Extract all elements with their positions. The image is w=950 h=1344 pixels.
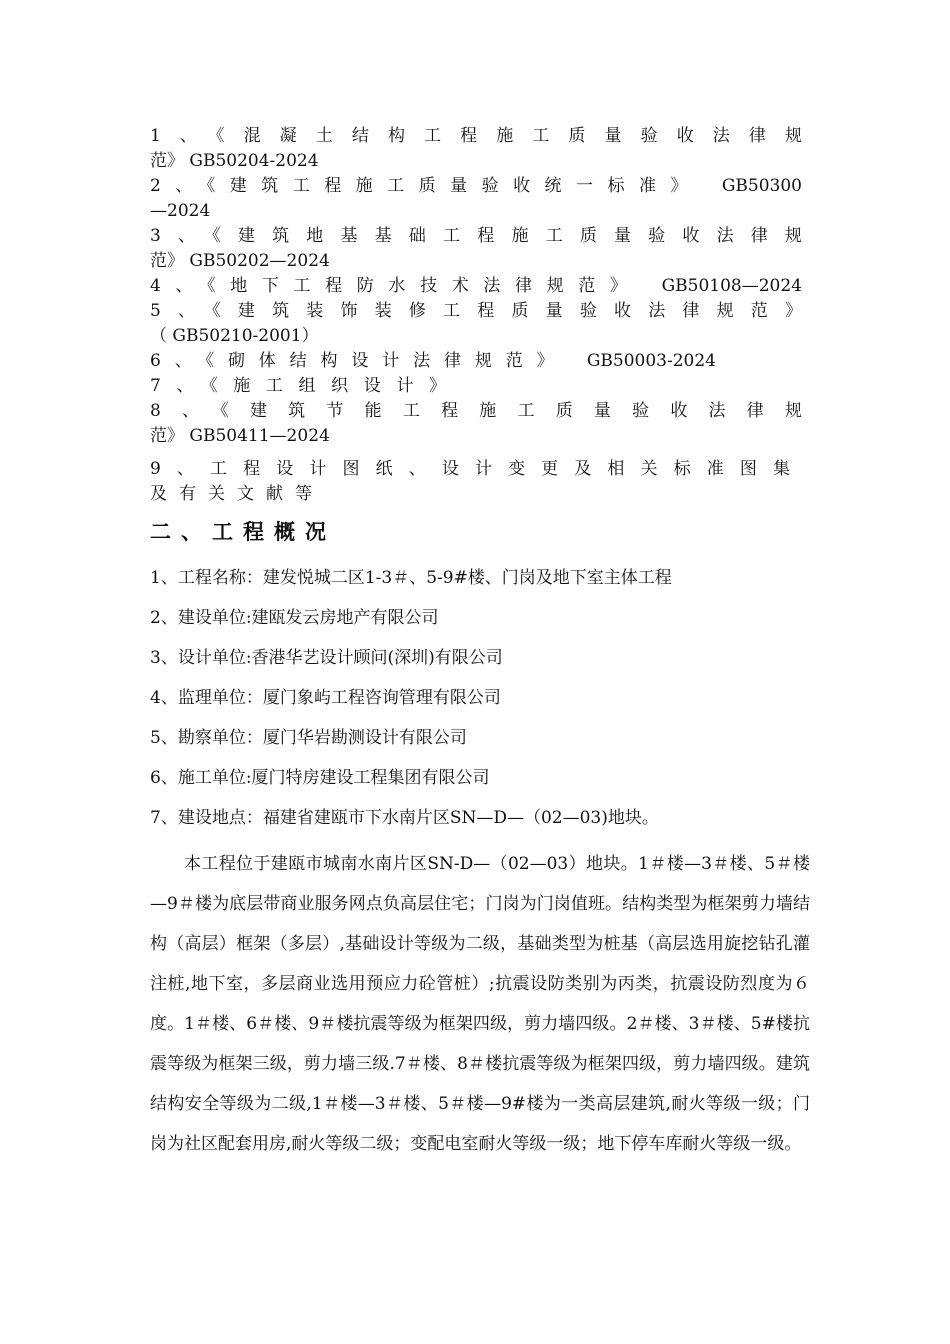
reference-item-7	[150, 374, 446, 399]
reference-line: 2、《建筑工程施工质量验收统一标准》 GB50300	[150, 176, 802, 196]
reference-item-5	[150, 299, 802, 349]
reference-line: —2024	[150, 201, 211, 221]
overview-item: 6、施工单位:厦门特房建设工程集团有限公司	[150, 768, 490, 788]
overview-item: 5、勘察单位：厦门华岩勘测设计有限公司	[150, 728, 467, 748]
reference-item-8	[150, 399, 802, 449]
reference-line: （ GB50210-2001）	[150, 326, 319, 346]
overview-item: 3、设计单位:香港华艺设计顾问(深圳)有限公司	[150, 648, 503, 668]
overview-item: 1、工程名称：建发悦城二区1-3＃、5-9#楼、门岗及地下室主体工程	[150, 568, 672, 588]
project-description: 本工程位于建瓯市城南水南片区SN-D—（02—03）地块。1＃楼—3＃楼、5＃楼—9＃楼为底层带商业服务网点负高层住宅；门岗为门岗值班。结构类型为框架剪力墙结构（高层）框架（多层）,基础设计等级为二级，基础类型为桩基（高层选用旋挖钻孔灌注桩,地下室，多层商业选用预应力砼管桩）;抗震设防类别为丙类，抗震设防烈度为６度。1＃楼、6＃楼、9＃楼抗震等级为框架四级，剪力墙四级。2＃楼、3＃楼、5#楼抗震等级为框架三级，剪力墙三级.7＃楼、8＃楼抗震等级为框架四级，剪力墙四级。建筑结构安全等级为二级,1＃楼—3＃楼、5＃楼—9#楼为一类高层建筑,耐火等级一级；门岗为社区配套用房,耐火等级二级；变配电室耐火等级一级；地下停车库耐火等级一级。	[150, 854, 810, 1154]
reference-line: 7、《施工组织设计》	[150, 376, 446, 396]
section-title: 二、工程概况	[150, 520, 336, 544]
reference-item-3	[150, 224, 802, 274]
reference-item-1	[150, 124, 802, 174]
reference-line: 6、《砌体结构设计法律规范》 GB50003-2024	[150, 351, 716, 371]
overview-item: 4、监理单位：厦门象屿工程咨询管理有限公司	[150, 688, 501, 708]
overview-item: 7、建设地点：福建省建瓯市下水南片区SN—D—（02—03)地块。	[150, 808, 659, 828]
overview-item: 2、建设单位:建瓯发云房地产有限公司	[150, 608, 439, 628]
reference-line: 范》 GB50411—2024	[150, 426, 330, 446]
reference-line: 范》 GB50204-2024	[150, 151, 319, 171]
reference-item-2	[150, 174, 802, 224]
reference-line: 1、《混凝土结构工程施工质量验收法律规	[150, 126, 802, 146]
reference-line: 9、工程设计图纸、设计变更及相关标准图集	[150, 459, 790, 479]
reference-item-4	[150, 274, 802, 299]
reference-line: 5、《建筑装饰装修工程质量验收法律规范》	[150, 301, 802, 321]
reference-line: 及有关文献等	[150, 484, 324, 504]
reference-item-9	[150, 457, 790, 507]
reference-line: 4、《地下工程防水技术法律规范》 GB50108—2024	[150, 276, 802, 296]
reference-item-6	[150, 349, 716, 374]
reference-line: 范》 GB50202—2024	[150, 251, 330, 271]
reference-line: 3、《建筑地基基础工程施工质量验收法律规	[150, 226, 802, 246]
reference-line: 8、《建筑节能工程施工质量验收法律规	[150, 401, 802, 421]
